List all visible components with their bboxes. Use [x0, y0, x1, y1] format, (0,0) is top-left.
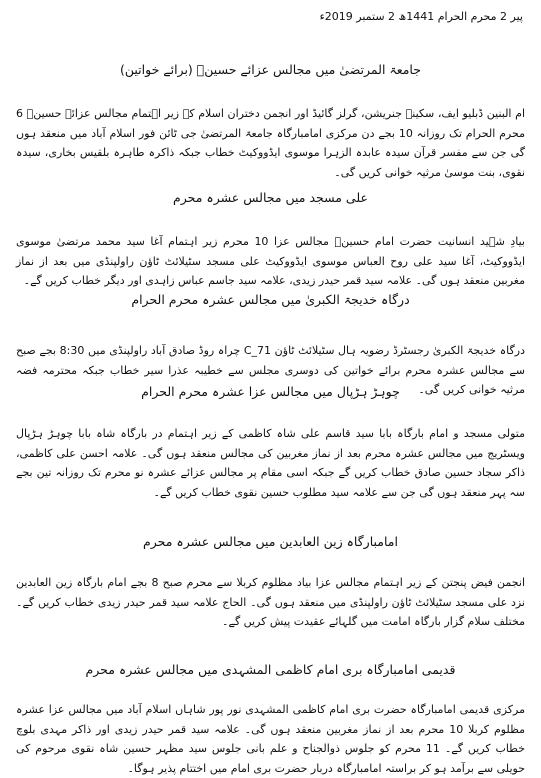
paragraph-6: مرکزی قدیمی امامبارگاہ حضرت بری امام کاظمی المشہدی نور پور شاہاں اسلام آباد میں مجالس عزا عشرہ مظلوم کربلا 10 محرم بعد از نماز مغربین منعقد ہوں گی۔ علامہ سید قمر حیدر زیدی اور ذاکر مہدی بلوچ خطاب کریں گے۔ 11 محرم کو جلوس ذوالجناح و علم بانی جلوس سید مظہر حسین شاہ نقوی مرحوم کی حویلی سے برآمد ہو کر براستہ امامبارگاہ دربار حضرت بری امام میں اختتام پذیر ہوگا۔ — [16, 703, 526, 775]
heading-chohar-harpal: چوہڑ ہڑپال میں مجالس عزا عشرہ محرم الحرام — [141, 384, 400, 399]
paragraph-2: بیادِ شہید انسانیت حضرت امام حسینؑ مجالس عزا 10 محرم زیر اہتمام آغا سید محمد مرتضیٰ موسوی ایڈووکیٹ، آغا سید علی روح العباس موسوی ایڈووکیٹ علی مسجد سٹیلائٹ ٹاؤن راولپنڈی میں بعد از نماز مغربین منعقد ہوں گی۔ علامہ سید قمر حیدر زیدی، علامہ سید جاسم عباس زاہدی اور دیگر خطاب کریں گے۔ — [16, 235, 525, 287]
heading-zain-ul-abideen: امامبارگاہ زین العابدین میں مجالس عشرہ محرم — [143, 534, 398, 549]
heading-ali-masjid: علی مسجد میں مجالس عشرہ محرم — [173, 190, 368, 205]
dateline: پیر 2 محرم الحرام 1441ھ 2 ستمبر 2019ء — [319, 10, 523, 23]
heading-bari-imam: قدیمی امامبارگاہ بری امام کاظمی المشہدی میں مجالس عشرہ محرم — [85, 662, 456, 677]
paragraph-5: انجمن فیض پنجتن کے زیر اہتمام مجالس عزا بیاد مظلوم کربلا سے محرم صبح 8 بجے امام بارگاہ زین العابدین نزد علی مسجد سٹیلائٹ ٹاؤن راولپنڈی میں منعقد ہوں گی۔ الحاج علامہ سید قمر حیدر زیدی خطاب کریں گے۔ مختلف سلام گزار بارگاہ امامت میں گلہائے عقیدت پیش کریں گے۔ — [16, 576, 526, 628]
main-title: جامعۃ المرتضیٰ میں مجالس عزائے حسینؑ (برائے خواتین) — [120, 62, 421, 77]
paragraph-1: ام البنین ڈبلیو ایف، سکینہ جنریشن، گرلز گائیڈ اور انجمن دختران اسلام کے زیر اہتمام مجالس عزائے حسینؑ 6 محرم الحرام تک روزانہ 10 بجے دن مرکزی امامبارگاہ جامعۃ المرتضیٰ جی ٹائن فور اسلام آباد میں منعقد ہوں گی جن سے مفسر قرآن سیدہ عابدہ الزہرا موسوی ایڈووکیٹ خطاب جبکہ ذاکرہ طاہرہ بلقیس بخاری، سیدہ نقوی، بنت موسیٰ مرثیہ خوانی کریں گی۔ — [16, 107, 525, 179]
heading-dargah-khadija: درگاہ خدیجۃ الکبریٰ میں مجالس عشرہ محرم الحرام — [131, 292, 410, 307]
paragraph-3: درگاہ خدیجۃ الکبریٰ رجسٹرڈ رضویہ ہال سٹیلائٹ ٹاؤن C_71 چراہ روڈ صادق آباد راولپنڈی میں 8:30 بجے صبح سے مجالس عشرہ محرم برائے خواتین کی دوسری مجلس سے خطیبہ عذرا سیر خطاب جبکہ محترمہ فضہ مرثیہ خوانی کریں گی۔ — [16, 344, 525, 396]
paragraph-4: متولی مسجد و امام بارگاہ بابا سید قاسم علی شاہ کاظمی کے زیر اہتمام در بارگاہ شاہ بابا چوہڑ ہڑپال ویسٹریج میں مجالس عشرہ محرم بعد از نماز مغربین کی مجالس منعقد ہوں گی۔ علامہ احسن علی کاظمی، ذاکر سجاد حسین صادق خطاب کریں گے جبکہ اسی مقام پر مجالس عزائے عشرہ نو محرم تک روزانہ تین بجے سہ پہر منعقد ہوں گی جن سے علامہ سید مطلوب حسین نقوی خطاب کریں گے۔ — [16, 427, 525, 499]
